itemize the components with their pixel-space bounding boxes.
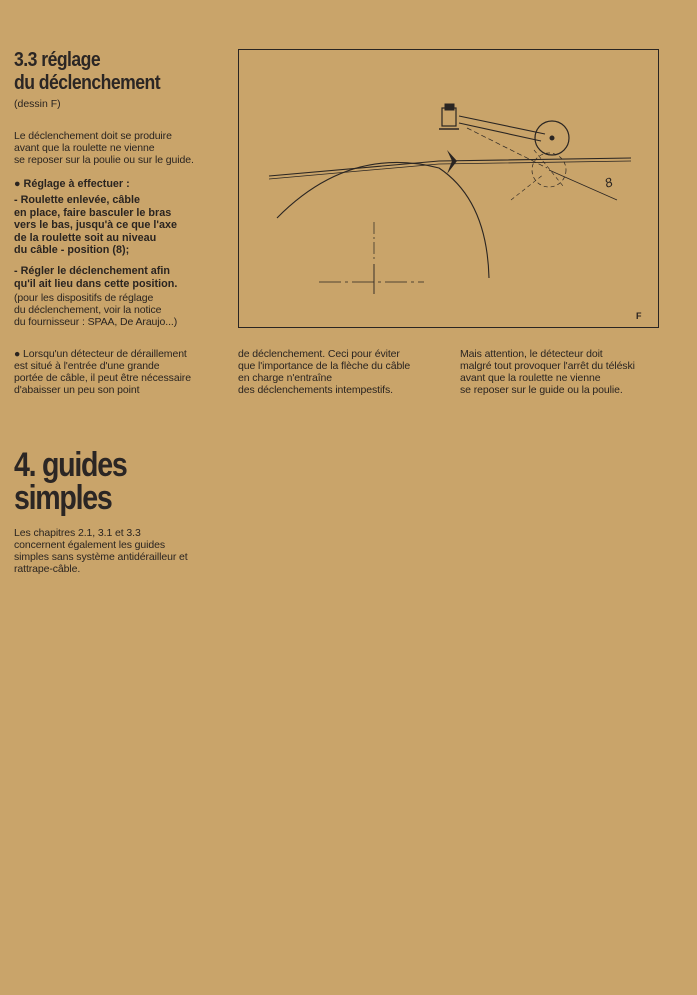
section-3-3-intro: Le déclenchement doit se produire avant que la roulette ne vienne se reposer sur la poulie ou sur le guide. bbox=[14, 130, 194, 166]
section-3-3-title-line2: du déclenchement bbox=[14, 72, 161, 94]
arm-bottom-edge bbox=[459, 123, 541, 141]
swing-path-dashed bbox=[511, 174, 544, 200]
section-3-3-title-line1: 3.3 réglage bbox=[14, 49, 101, 71]
figure-label: F bbox=[636, 311, 642, 321]
column-1-text: ● Lorsqu'un détecteur de déraillement est situé à l'entrée d'une grande portée de câble, il peut être nécessaire d'abaisser un peu son point bbox=[14, 348, 191, 396]
section-4-body: Les chapitres 2.1, 3.1 et 3.3 concernent également les guides simples sans système antidérailleur et rattrape-câble. bbox=[14, 527, 188, 575]
figure-reference: (dessin F) bbox=[14, 98, 61, 110]
arm-top-edge bbox=[459, 116, 545, 134]
position-8-label: 8 bbox=[602, 174, 615, 191]
adjustment-heading: ● Réglage à effectuer : bbox=[14, 178, 130, 190]
mount-block bbox=[442, 108, 456, 126]
figure-f-drawing bbox=[239, 50, 657, 326]
adjustment-step-2-note: (pour les dispositifs de réglage du déclenchement, voir la notice du fournisseur : SPAA, De Araujo...) bbox=[14, 292, 178, 328]
adjustment-step-1: - Roulette enlevée, câble en place, faire basculer le bras vers le bas, jusqu'à ce que l'axe de la roulette soit au niveau du câble - position (8); bbox=[14, 194, 177, 256]
column-2-text: de déclenchement. Ceci pour éviter que l'importance de la flèche du câble en charge n'entraîne des déclenchements intempestifs. bbox=[238, 348, 411, 396]
direction-chevron-icon bbox=[447, 150, 457, 174]
section-4-title-line1: 4. guides bbox=[14, 446, 127, 484]
mount-block-cap bbox=[445, 104, 454, 110]
wheel-radius-dashed bbox=[534, 150, 563, 186]
figure-f-frame bbox=[238, 49, 659, 328]
pulley-arc bbox=[277, 162, 489, 278]
section-4-title-line2: simples bbox=[14, 479, 112, 517]
wheel-hub bbox=[550, 136, 554, 140]
column-3-text: Mais attention, le détecteur doit malgré tout provoquer l'arrêt du téléski avant que la roulette ne vienne se reposer sur le guide ou la poulie. bbox=[460, 348, 635, 396]
adjustment-step-2: - Régler le déclenchement afin qu'il ait lieu dans cette position. bbox=[14, 265, 178, 290]
